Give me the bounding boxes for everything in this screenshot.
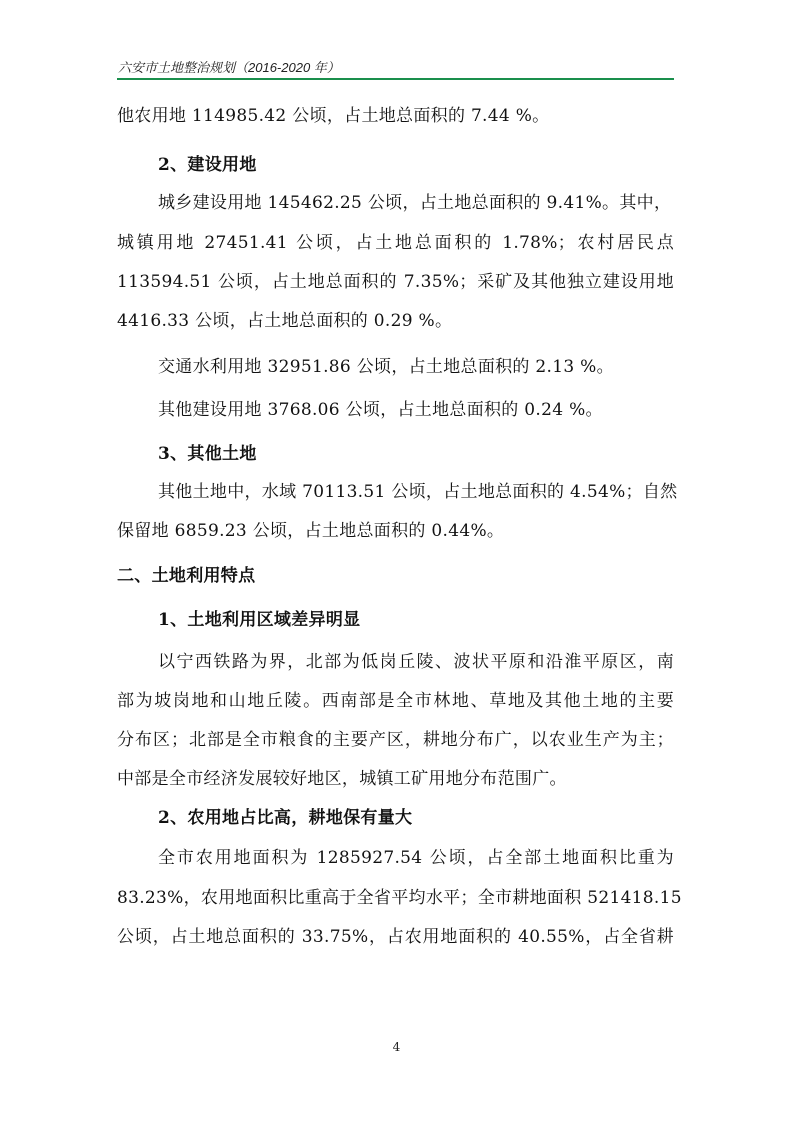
paragraph-line: 以宁西铁路为界，北部为低岗丘陵、波状平原和沿淮平原区，南: [158, 652, 674, 672]
page-number: 4: [392, 1040, 401, 1054]
paragraph-line: 其他建设用地 3768.06 公顷，占土地总面积的 0.24 %。: [158, 400, 603, 420]
paragraph-line: 全市农用地面积为 1285927.54 公顷，占全部土地面积比重为: [158, 848, 674, 868]
paragraph-line: 83.23%，农用地面积比重高于全省平均水平；全市耕地面积 521418.15: [117, 888, 682, 908]
paragraph-line: 城乡建设用地 145462.25 公顷，占土地总面积的 9.41%。其中，: [158, 193, 672, 213]
paragraph-line: 交通水利用地 32951.86 公顷，占土地总面积的 2.13 %。: [158, 357, 614, 377]
chapter-heading: 二、土地利用特点: [117, 566, 256, 586]
paragraph-line: 分布区；北部是全市粮食的主要产区，耕地分布广，以农业生产为主；: [117, 730, 674, 750]
paragraph-line: 部为坡岗地和山地丘陵。西南部是全市林地、草地及其他土地的主要: [117, 691, 674, 711]
running-header: 六安市土地整治规划（2016-2020 年）: [118, 60, 340, 75]
paragraph-line: 113594.51 公顷，占土地总面积的 7.35%；采矿及其他独立建设用地: [117, 272, 674, 292]
paragraph-line: 其他土地中，水域 70113.51 公顷，占土地总面积的 4.54%；自然: [158, 482, 678, 502]
paragraph-line: 4416.33 公顷，占土地总面积的 0.29 %。: [117, 311, 453, 331]
section-heading: 2、建设用地: [158, 155, 257, 175]
paragraph-line: 保留地 6859.23 公顷，占土地总面积的 0.44%。: [117, 521, 505, 541]
section-heading: 3、其他土地: [158, 444, 257, 464]
paragraph-line: 城镇用地 27451.41 公顷，占土地总面积的 1.78%；农村居民点: [117, 233, 674, 253]
paragraph-line: 中部是全市经济发展较好地区，城镇工矿用地分布范围广。: [117, 769, 567, 789]
paragraph-line: 他农用地 114985.42 公顷，占土地总面积的 7.44 %。: [117, 106, 550, 126]
header-divider: [117, 78, 674, 80]
section-heading: 1、土地利用区域差异明显: [158, 610, 361, 630]
paragraph-line: 公顷，占土地总面积的 33.75%，占农用地面积的 40.55%，占全省耕: [117, 927, 674, 947]
section-heading: 2、农用地占比高，耕地保有量大: [158, 808, 413, 828]
